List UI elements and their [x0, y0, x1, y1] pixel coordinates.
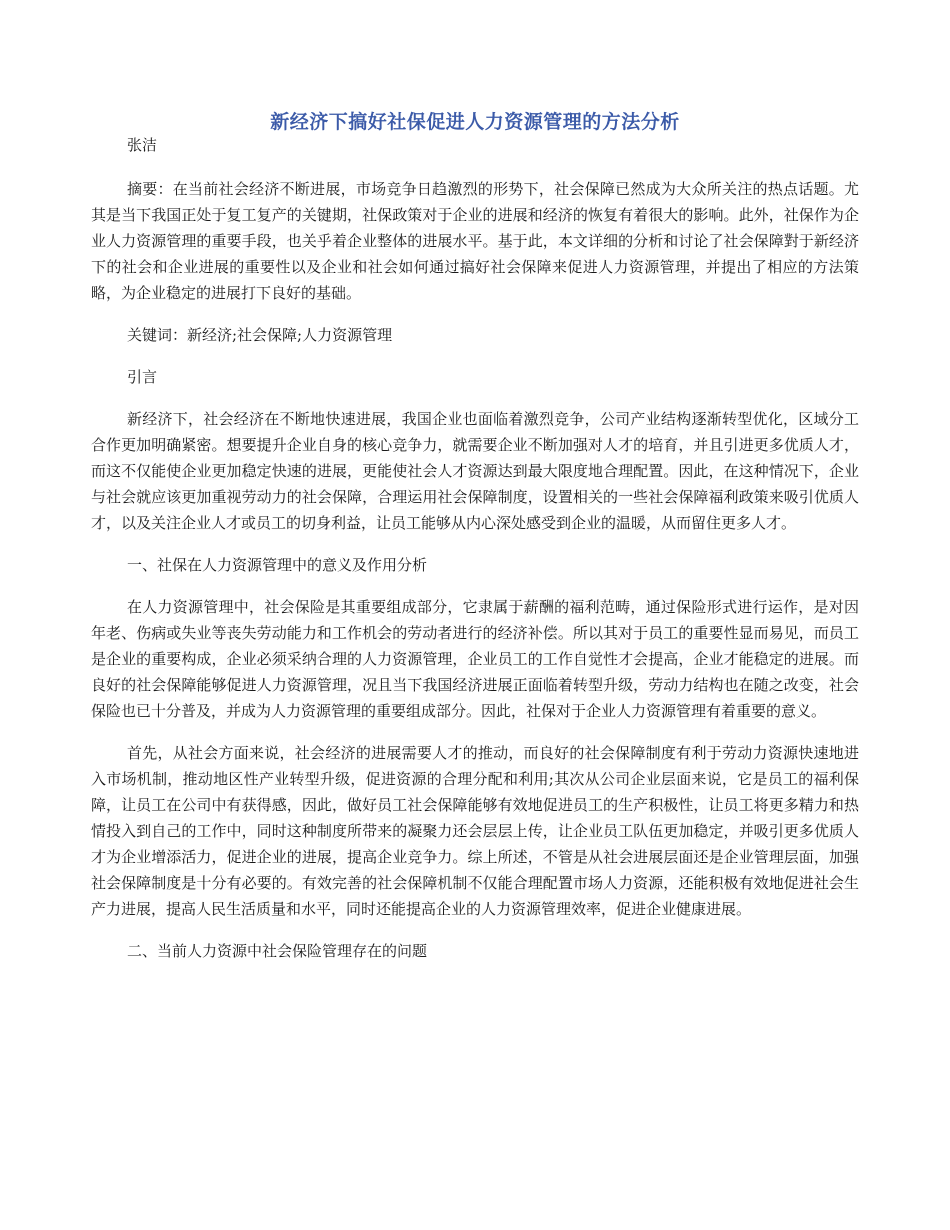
intro-heading: 引言: [127, 368, 158, 386]
keywords-line: 关键词：新经济;社会保障;人力资源管理: [127, 326, 393, 344]
document-title: 新经济下搞好社保促进人力资源管理的方法分析: [270, 111, 680, 133]
author-name: 张洁: [127, 136, 158, 154]
section-1-paragraph-2: 首先，从社会方面来说，社会经济的进展需要人才的推动，而良好的社会保障制度有利于劳动力资源快速地进入市场机制，推动地区性产业转型升级，促进资源的合理分配和利用;其次从公司企业层面来说，它是员工的福利保障，让员工在公司中有获得感，因此，做好员工社会保障能够有效地促进员工的生产积极性，让员工将更多精力和热情投入到自己的工作中，同时这种制度所带来的凝聚力还会层层上传，让企业员工队伍更加稳定，并吸引更多优质人才为企业增添活力，促进企业的进展，提高企业竞争力。综上所述，不管是从社会进展层面还是企业管理层面，加强社会保障制度是十分有必要的。有效完善的社会保障机制不仅能合理配置市场人力资源，还能积极有效地促进社会生产力进展，提高人民生活质量和水平，同时还能提高企业的人力资源管理效率，促进企业健康进展。: [91, 744, 859, 918]
section-1-paragraph-1: 在人力资源管理中，社会保险是其重要组成部分，它隶属于薪酬的福利范畴，通过保险形式进行运作，是对因年老、伤病或失业等丧失劳动能力和工作机会的劳动者进行的经济补偿。所以其对于员工的重要性显而易见，而员工是企业的重要构成，企业必须采纳合理的人力资源管理，企业员工的工作自觉性才会提高，企业才能稳定的进展。而良好的社会保障能够促进人力资源管理，况且当下我国经济进展正面临着转型升级，劳动力结构也在随之改变，社会保险也已十分普及，并成为人力资源管理的重要组成部分。因此，社保对于企业人力资源管理有着重要的意义。: [91, 598, 859, 720]
abstract-paragraph: 摘要：在当前社会经济不断进展，市场竞争日趋激烈的形势下，社会保障已然成为大众所关注的热点话题。尤其是当下我国正处于复工复产的关键期，社保政策对于企业的进展和经济的恢复有着很大的影响。此外，社保作为企业人力资源管理的重要手段，也关乎着企业整体的进展水平。基于此，本文详细的分析和讨论了社会保障對于新经济下的社会和企业进展的重要性以及企业和社会如何通过搞好社会保障来促进人力资源管理，并提出了相应的方法策略，为企业稳定的进展打下良好的基础。: [91, 180, 859, 302]
section-2-heading: 二、当前人力资源中社会保险管理存在的问题: [127, 942, 428, 960]
document-body: [91, 176, 859, 980]
section-1-heading: 一、社保在人力资源管理中的意义及作用分析: [127, 556, 428, 574]
intro-paragraph: 新经济下，社会经济在不断地快速进展，我国企业也面临着激烈竞争，公司产业结构逐渐转型优化，区域分工合作更加明确紧密。想要提升企业自身的核心竞争力，就需要企业不断加强对人才的培育，并且引进更多优质人才，而这不仅能使企业更加稳定快速的进展，更能使社会人才资源达到最大限度地合理配置。因此，在这种情况下，企业与社会就应该更加重视劳动力的社会保障，合理运用社会保障制度，设置相关的一些社会保障福利政策来吸引优质人才，以及关注企业人才或员工的切身利益，让员工能够从内心深处感受到企业的温暖，从而留住更多人才。: [91, 410, 859, 532]
